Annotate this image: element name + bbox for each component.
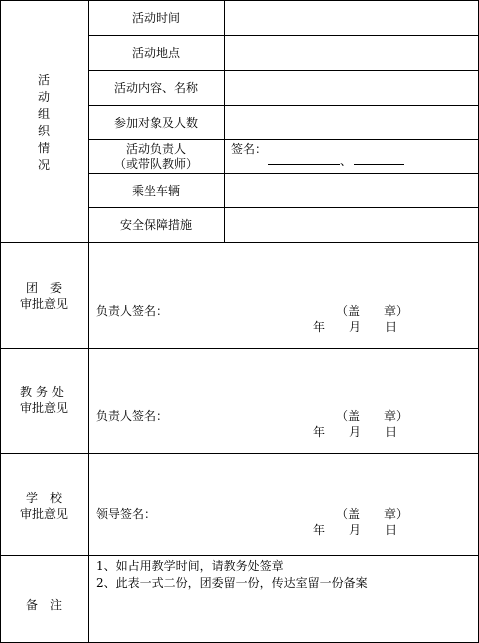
league-seal: （盖 章） <box>336 304 409 318</box>
academic-seal: （盖 章） <box>336 409 409 423</box>
row-line <box>88 105 478 106</box>
safety-measures-label: 安全保障措施 <box>119 218 192 232</box>
leader-sign-blank-1[interactable] <box>268 164 340 165</box>
participants-label: 参加对象及人数 <box>113 116 198 130</box>
remarks-line-1: 1、如占用教学时间，请教务处签章 <box>96 559 284 573</box>
leader-sign-label: 签名： <box>231 142 268 156</box>
academic-date: 年 月 日 <box>313 425 398 439</box>
school-sign-label: 领导签名： <box>96 507 157 521</box>
school-approval-label-2: 审批意见 <box>19 507 68 521</box>
row-line <box>88 139 478 140</box>
remarks-line-2: 2、此表一式二份，团委留一份，传达室留一份备案 <box>96 576 368 590</box>
school-seal: （盖 章） <box>336 507 409 521</box>
activity-time-label: 活动时间 <box>131 11 180 25</box>
academic-approval-label-2: 审批意见 <box>19 401 68 415</box>
school-approval-label-1: 学 校 <box>25 491 62 505</box>
vehicle-label: 乘坐车辆 <box>131 184 180 198</box>
activity-content-label: 活动内容、名称 <box>113 81 198 95</box>
league-approval-label-2: 审批意见 <box>19 297 68 311</box>
org-section-label: 活 动 组 织 情 况 <box>37 73 50 172</box>
leader-label-line1: 活动负责人 <box>125 142 186 156</box>
row-line <box>88 173 478 174</box>
org-value-divider <box>224 0 225 242</box>
league-date: 年 月 日 <box>313 320 398 334</box>
activity-place-label: 活动地点 <box>131 46 180 60</box>
leader-sign-separator: 、 <box>340 154 353 168</box>
remarks-label: 备 注 <box>25 598 62 612</box>
row-line <box>88 70 478 71</box>
school-date: 年 月 日 <box>313 523 398 537</box>
league-sign-label: 负责人签名： <box>96 304 169 318</box>
border-left <box>0 0 1 643</box>
leader-label-line2: （或带队教师） <box>113 157 198 171</box>
academic-sign-label: 负责人签名： <box>96 409 169 423</box>
column-divider <box>88 0 89 643</box>
league-approval-label-1: 团 委 <box>25 281 62 295</box>
section-line <box>0 242 479 243</box>
row-line <box>88 35 478 36</box>
section-line <box>0 453 479 454</box>
academic-approval-label-1: 教务处 <box>19 385 68 399</box>
section-line <box>0 555 479 556</box>
border-top <box>0 0 479 1</box>
leader-sign-blank-2[interactable] <box>354 164 404 165</box>
section-line <box>0 348 479 349</box>
row-line <box>88 207 478 208</box>
